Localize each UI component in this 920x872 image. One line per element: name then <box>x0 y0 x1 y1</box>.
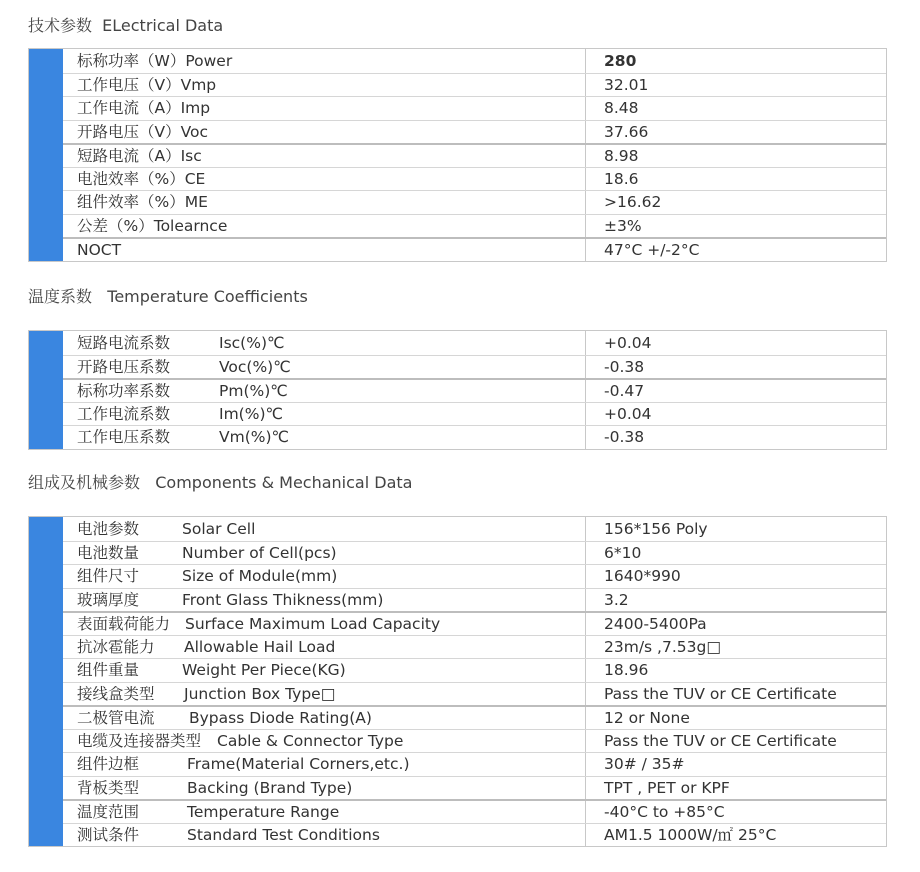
row-value: Pass the TUV or CE Certificate <box>604 731 837 750</box>
mechanical-section-title: 组成及机械参数 Components & Mechanical Data <box>28 473 413 492</box>
row-label <box>63 824 586 847</box>
row-label: 工作电压（V）Vmp <box>63 74 586 97</box>
row-label-cn: 组件尺寸 <box>77 567 140 586</box>
temperature-coefficients-table <box>28 330 887 450</box>
table-row <box>63 237 886 261</box>
row-value: 1640*990 <box>604 567 681 586</box>
row-label <box>63 589 586 612</box>
row-label: 工作电流（A）Imp <box>63 97 586 120</box>
row-label <box>63 356 586 379</box>
row-label: 公差（%）Tolearnce <box>63 215 586 238</box>
row-value: >16.62 <box>604 193 662 212</box>
row-label <box>63 683 586 706</box>
table-row <box>63 355 886 379</box>
row-label-cn: 开路电压系数 <box>77 357 171 376</box>
row-value: 6*10 <box>604 543 642 562</box>
row-label-en: Temperature Range <box>187 802 340 821</box>
row-label-en: Frame(Material Corners,etc.) <box>187 755 410 774</box>
table-accent-bar <box>29 517 63 846</box>
table-row <box>63 799 886 823</box>
row-label-cn: 抗冰雹能力 <box>77 637 155 656</box>
row-label: 短路电流（A）Isc <box>63 145 586 167</box>
table-row <box>63 143 886 167</box>
row-label-en: Isc(%)℃ <box>219 333 285 352</box>
row-label <box>63 517 586 541</box>
row-label: NOCT <box>63 239 586 261</box>
row-value: Pass the TUV or CE Certificate <box>604 684 837 703</box>
row-label-en: Pm(%)℃ <box>219 381 288 400</box>
row-value: -0.47 <box>604 381 645 400</box>
row-label-en: Bypass Diode Rating(A) <box>189 708 372 727</box>
row-value: 12 or None <box>604 708 690 727</box>
row-label <box>63 331 586 355</box>
row-label <box>63 730 586 753</box>
table-row <box>63 402 886 426</box>
table-row <box>63 776 886 800</box>
row-value: 47°C +/-2°C <box>604 240 700 259</box>
table-row <box>63 167 886 191</box>
row-value: 18.6 <box>604 169 639 188</box>
row-label-en: Voc(%)℃ <box>219 357 291 376</box>
row-label: 标称功率（W）Power <box>63 49 586 73</box>
row-value: +0.04 <box>604 333 652 352</box>
table-row <box>63 611 886 635</box>
row-value: 280 <box>604 51 637 70</box>
table-row <box>63 425 886 449</box>
row-value: 8.98 <box>604 146 639 165</box>
row-label <box>63 565 586 588</box>
table-row <box>63 705 886 729</box>
table-row <box>63 588 886 612</box>
row-label-en: Front Glass Thikness(mm) <box>182 590 384 609</box>
row-label-en: Im(%)℃ <box>219 404 283 423</box>
row-value: TPT , PET or KPF <box>604 778 730 797</box>
mechanical-data-table <box>28 516 887 847</box>
row-label-en: Cable & Connector Type <box>217 731 404 750</box>
electrical-section-title: 技术参数 ELectrical Data <box>28 16 224 35</box>
row-value: 156*156 Poly <box>604 519 708 538</box>
row-label: 电池效率（%）CE <box>63 168 586 191</box>
row-label <box>63 613 586 635</box>
row-label <box>63 777 586 800</box>
row-label <box>63 659 586 682</box>
row-label-en: Allowable Hail Load <box>184 637 336 656</box>
row-value: 23m/s ,7.53g□ <box>604 637 721 656</box>
row-label-en: Vm(%)℃ <box>219 428 289 447</box>
table-row <box>63 752 886 776</box>
row-label-en: Solar Cell <box>182 519 256 538</box>
row-label-en: Standard Test Conditions <box>187 825 380 844</box>
row-label <box>63 403 586 426</box>
row-label-cn: 测试条件 <box>77 825 140 844</box>
table-row <box>63 635 886 659</box>
row-label <box>63 542 586 565</box>
row-label: 开路电压（V）Voc <box>63 121 586 144</box>
row-value: -40°C to +85°C <box>604 802 725 821</box>
row-label-cn: 温度范围 <box>77 802 140 821</box>
table-row <box>63 120 886 144</box>
table-row <box>63 190 886 214</box>
row-label-en: Surface Maximum Load Capacity <box>185 614 441 633</box>
table-accent-bar <box>29 331 63 449</box>
row-label-cn: 标称功率系数 <box>77 381 171 400</box>
row-value: +0.04 <box>604 404 652 423</box>
row-label-cn: 电池数量 <box>77 543 140 562</box>
table-row <box>63 823 886 847</box>
table-row <box>63 331 886 355</box>
row-label-cn: 背板类型 <box>77 778 140 797</box>
table-row <box>63 541 886 565</box>
row-label-en: Number of Cell(pcs) <box>182 543 337 562</box>
row-label-en: Junction Box Type□ <box>184 684 336 703</box>
table-row <box>63 517 886 541</box>
row-label <box>63 636 586 659</box>
row-value: 8.48 <box>604 99 639 118</box>
table-row <box>63 49 886 73</box>
table-row <box>63 73 886 97</box>
row-label <box>63 380 586 402</box>
row-label-en: Backing (Brand Type) <box>187 778 353 797</box>
row-value: -0.38 <box>604 357 645 376</box>
row-label-cn: 表面载荷能力 <box>77 614 171 633</box>
table-row <box>63 658 886 682</box>
row-value: ±3% <box>604 216 642 235</box>
row-label-cn: 接线盒类型 <box>77 684 155 703</box>
row-value: 2400-5400Pa <box>604 614 707 633</box>
row-label-cn: 电缆及连接器类型 <box>77 731 202 750</box>
row-label-cn: 组件边框 <box>77 755 140 774</box>
row-label: 组件效率（%）ME <box>63 191 586 214</box>
table-row <box>63 729 886 753</box>
row-label-cn: 组件重量 <box>77 661 140 680</box>
table-row <box>63 378 886 402</box>
table-row <box>63 214 886 238</box>
row-value: 30# / 35# <box>604 755 685 774</box>
row-label-cn: 短路电流系数 <box>77 333 171 352</box>
temperature-section-title: 温度系数 Temperature Coefficients <box>28 287 308 306</box>
row-value: 18.96 <box>604 661 649 680</box>
electrical-data-table <box>28 48 887 262</box>
row-label-cn: 电池参数 <box>77 519 140 538</box>
table-accent-bar <box>29 49 63 261</box>
row-label-cn: 工作电流系数 <box>77 404 171 423</box>
row-label-en: Size of Module(mm) <box>182 567 338 586</box>
row-label-en: Weight Per Piece(KG) <box>182 661 346 680</box>
row-label-cn: 玻璃厚度 <box>77 590 140 609</box>
table-row <box>63 682 886 706</box>
row-label-cn: 工作电压系数 <box>77 428 171 447</box>
row-value: AM1.5 1000W/㎡ 25°C <box>604 825 777 844</box>
table-row <box>63 96 886 120</box>
row-label-cn: 二极管电流 <box>77 708 155 727</box>
table-row <box>63 564 886 588</box>
row-label <box>63 801 586 823</box>
row-value: 32.01 <box>604 75 649 94</box>
row-label <box>63 707 586 729</box>
row-value: 37.66 <box>604 122 649 141</box>
row-label <box>63 426 586 449</box>
row-value: -0.38 <box>604 428 645 447</box>
row-value: 3.2 <box>604 590 629 609</box>
row-label <box>63 753 586 776</box>
